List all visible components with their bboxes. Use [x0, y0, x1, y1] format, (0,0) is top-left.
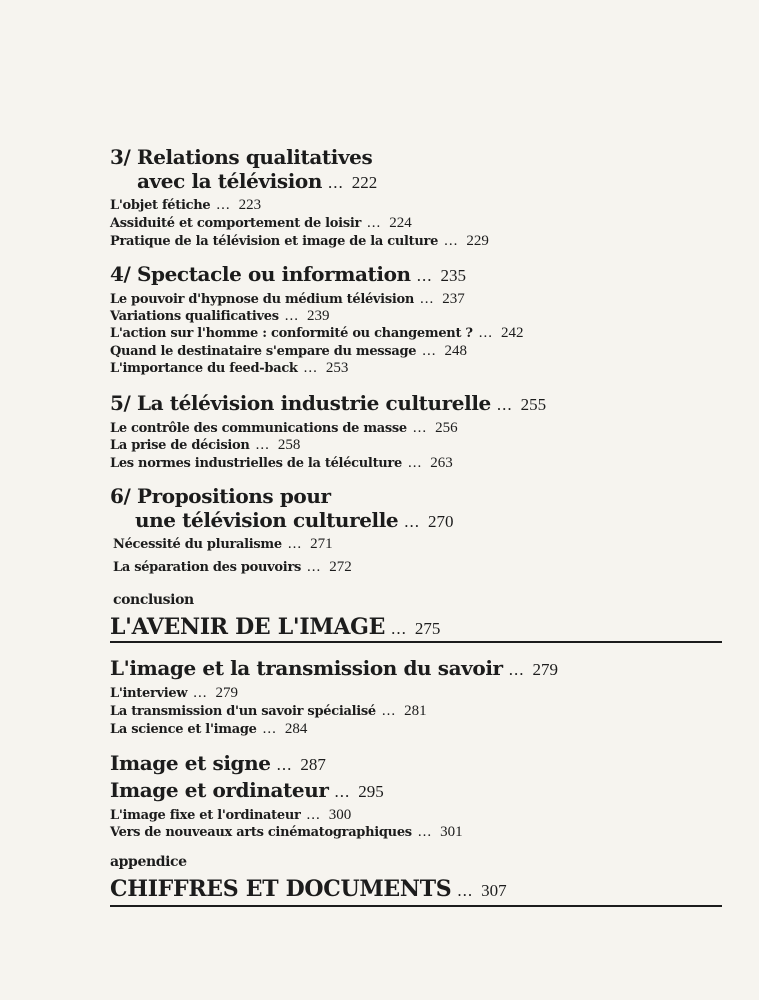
leader-dots: ... [334, 782, 351, 801]
entry-title: Le pouvoir d'hypnose du médium télévision [110, 292, 415, 307]
entry-page: 224 [389, 215, 412, 231]
toc-entry [110, 806, 351, 824]
chapter-4-title: 4/ Spectacle ou information [110, 262, 411, 286]
leader-dots: ... [284, 308, 299, 324]
toc-entry [110, 702, 427, 720]
leader-dots: ... [457, 881, 474, 900]
chapter-3-heading [110, 145, 372, 169]
chapter-5-title: 5/ La télévision industrie culturelle [110, 391, 491, 415]
chapter-4-page: 235 [440, 266, 466, 285]
chapter-6-title-line1: 6/ Propositions pour [110, 484, 331, 508]
leader-dots: ... [496, 395, 513, 414]
leader-dots: ... [306, 807, 321, 823]
section-3-heading [110, 778, 384, 802]
leader-dots: ... [478, 325, 493, 341]
section-1-heading [110, 656, 558, 680]
toc-entry [110, 436, 300, 454]
chapter-3-title-line2: avec la télévision [137, 169, 323, 193]
toc-entry [110, 684, 238, 702]
toc-entry [110, 196, 261, 214]
leader-dots: ... [417, 824, 433, 840]
leader-dots: ... [416, 266, 433, 285]
entry-page: 223 [238, 197, 262, 213]
entry-title: Assiduité et comportement de loisir [110, 216, 362, 231]
entry-page: 279 [215, 685, 239, 701]
entry-page: 284 [284, 721, 308, 737]
appendix-title: CHIFFRES ET DOCUMENTS [110, 876, 452, 902]
leader-dots: ... [216, 197, 231, 213]
appendix-label-text: appendice [110, 854, 187, 870]
section-3-title: Image et ordinateur [110, 778, 329, 802]
leader-dots: ... [381, 703, 397, 719]
toc-entry [113, 558, 352, 576]
chapter-6-heading-line2 [135, 508, 454, 532]
leader-dots: ... [422, 343, 437, 359]
entry-title: La transmission d'un savoir spécialisé [110, 704, 376, 719]
conclusion-heading [110, 614, 440, 640]
section-2-heading [110, 751, 326, 775]
entry-title: L'action sur l'homme : conformité ou changement ? [110, 326, 473, 341]
section-1-title: L'image et la transmission du savoir [110, 656, 503, 680]
leader-dots: ... [303, 360, 318, 376]
toc-entry [110, 324, 523, 342]
chapter-4-heading [110, 262, 466, 286]
entry-title: L'interview [110, 686, 188, 701]
toc-entry [110, 214, 412, 232]
leader-dots: ... [193, 685, 208, 701]
appendix-page: 307 [481, 881, 507, 900]
chapter-3-page: 222 [351, 173, 378, 192]
chapter-6-title-line2: une télévision culturelle [135, 508, 399, 532]
leader-dots: ... [276, 755, 293, 774]
horizontal-rule [110, 905, 722, 907]
entry-title: Quand le destinataire s'empare du message [110, 344, 417, 359]
toc-entry [110, 419, 458, 437]
horizontal-rule [110, 641, 722, 643]
entry-page: 248 [444, 343, 467, 359]
chapter-5-heading [110, 391, 546, 415]
chapter-6-page: 270 [428, 512, 454, 531]
entry-page: 281 [404, 703, 427, 719]
conclusion-label-text: conclusion [113, 592, 194, 608]
leader-dots: ... [262, 721, 277, 737]
chapter-3-title-line1: 3/ Relations qualitatives [110, 145, 373, 169]
entry-page: 229 [466, 233, 489, 249]
leader-dots: ... [420, 291, 435, 307]
entry-title: La séparation des pouvoirs [113, 560, 302, 575]
leader-dots: ... [407, 455, 423, 471]
entry-page: 271 [310, 536, 333, 552]
entry-title: La science et l'image [110, 722, 257, 737]
entry-page: 256 [435, 420, 458, 436]
appendix-heading [110, 876, 507, 902]
toc-entry [110, 823, 463, 841]
entry-title: L'objet fétiche [110, 198, 211, 213]
entry-page: 242 [500, 325, 524, 341]
leader-dots: ... [444, 233, 459, 249]
chapter-6-heading [110, 484, 331, 508]
entry-title: Variations qualificatives [110, 309, 279, 324]
leader-dots: ... [328, 173, 344, 192]
entry-title: Le contrôle des communications de masse [110, 421, 407, 436]
entry-page: 272 [329, 559, 352, 575]
toc-entry [110, 454, 453, 472]
toc-entry [110, 359, 348, 377]
entry-page: 239 [307, 308, 330, 324]
leader-dots: ... [255, 437, 270, 453]
chapter-3-heading-line2 [137, 169, 377, 193]
section-1-page: 279 [532, 660, 558, 679]
entry-page: 253 [325, 360, 349, 376]
leader-dots: ... [412, 420, 428, 436]
leader-dots: ... [367, 215, 382, 231]
conclusion-page: 275 [414, 619, 441, 638]
leader-dots: ... [404, 512, 421, 531]
toc-entry [113, 535, 333, 553]
toc-entry [110, 342, 467, 360]
toc-entry [110, 720, 307, 738]
section-3-page: 295 [358, 782, 384, 801]
leader-dots: ... [287, 536, 303, 552]
toc-entry [110, 232, 489, 250]
leader-dots: ... [391, 619, 407, 638]
entry-page: 301 [440, 824, 463, 840]
entry-page: 300 [328, 807, 352, 823]
entry-title: Les normes industrielles de la téléculture [110, 456, 402, 471]
entry-page: 258 [277, 437, 301, 453]
section-2-page: 287 [300, 755, 326, 774]
toc-entry [110, 307, 330, 325]
leader-dots: ... [307, 559, 322, 575]
section-2-title: Image et signe [110, 751, 271, 775]
entry-title: Pratique de la télévision et image de la culture [110, 234, 439, 249]
entry-title: Vers de nouveaux arts cinématographiques [110, 825, 412, 840]
entry-title: L'image fixe et l'ordinateur [110, 808, 301, 823]
chapter-5-page: 255 [520, 395, 547, 414]
toc-entry [110, 290, 465, 308]
entry-title: Nécessité du pluralisme [113, 537, 282, 552]
entry-page: 263 [430, 455, 453, 471]
entry-title: L'importance du feed-back [110, 361, 298, 376]
entry-page: 237 [442, 291, 465, 307]
conclusion-label [113, 591, 194, 609]
entry-title: La prise de décision [110, 438, 250, 453]
appendix-label [110, 853, 187, 871]
leader-dots: ... [508, 660, 525, 679]
conclusion-title: L'AVENIR DE L'IMAGE [110, 614, 386, 640]
